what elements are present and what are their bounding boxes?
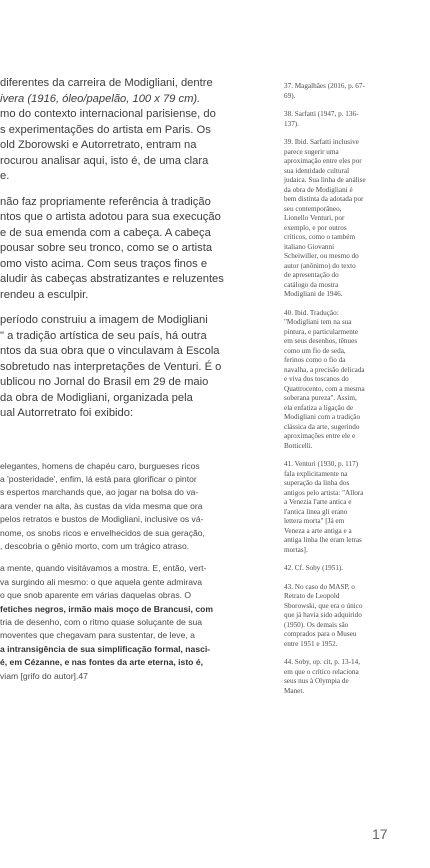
text-line: período construiu a imagem de Modigliani — [0, 314, 208, 326]
text-line: não faz propriamente referência à tradição — [0, 195, 211, 208]
footnote-line: parece sugerir uma — [284, 147, 339, 156]
footnote-line: seus nus à Olympia de — [284, 677, 349, 685]
footnote-line: superação da linha dos — [284, 479, 350, 487]
quote-line: , descobria o gênio morto, com um trágico atraso. — [0, 540, 190, 551]
text-line: aludir às cabeças abstratizantes e reluzentes — [0, 273, 224, 285]
text-line: e de sua emenda com a cabeça. A cabeça — [0, 226, 211, 239]
footnote-line: e viva dos toscanos do — [284, 375, 349, 383]
footnote-line: Modigliani com a tradição — [284, 413, 361, 421]
footnote-line: em que o crítico relaciona — [284, 667, 359, 676]
footnote-line: seu contemporâneo, — [284, 204, 342, 213]
footnote-line: comprados para o Museu — [284, 630, 357, 638]
footnote-line: Sborowski, que era o único — [284, 601, 363, 610]
quote-line: moventes que chegavam para sustentar, de leve, a — [0, 630, 195, 641]
footnote-line: navalha, a precisão delicada — [284, 365, 365, 374]
footnote-line: que já havia sido adquirido — [284, 611, 362, 619]
quote-line: pelos retratos e bustos de Modigliani, inclusive os vá- — [0, 514, 204, 525]
footnote-line: aproximações entre ele e — [284, 432, 356, 440]
footnote-line: (1950). Os demais são — [284, 620, 349, 629]
footnote-line: 38. Sarfatti (1947, p. 136- — [284, 110, 359, 118]
text-line: ivera (1916, óleo/papelão, 100 x 79 cm). — [0, 92, 201, 105]
footnote-line: soberana pureza". Assim, — [284, 394, 357, 402]
footnote — [284, 110, 396, 129]
text-line: ublicou no Jornal do Brasil em 29 de maio — [0, 376, 209, 388]
footnote-line: Quattrocento, com a mesma — [284, 384, 365, 393]
footnote-line: Manet. — [284, 686, 305, 695]
footnote-line: antiga linha lhe eram letras — [284, 536, 362, 544]
quote-paragraph-2 — [0, 562, 268, 683]
text-line: mo do contexto internacional parisiense, do — [0, 108, 216, 120]
paragraph-1 — [0, 76, 268, 185]
text-line: e. — [0, 170, 10, 182]
quote-line: elegantes, homens de chapéu caro, burgueses ricos — [0, 460, 200, 471]
text-line: omo visto acima. Com seus traços finos e — [0, 257, 208, 270]
footnote-line: Modigliani de 1946. — [284, 290, 343, 298]
footnote-line: "Modigliani tem na sua — [284, 318, 352, 326]
text-line: old Zborowski e Autorretrato, entram na — [0, 139, 197, 151]
footnote-line: sua identidade cultural — [284, 166, 350, 175]
footnote-line: Veneza a arte antiga e a — [284, 526, 352, 535]
quote-line: tria de desenho, com o ritmo quase soluçante de sua — [0, 616, 203, 627]
paragraph-3 — [0, 313, 268, 422]
text-line: diferentes da carreira de Modigliani, dentre — [0, 77, 213, 89]
footnote-line: catálogo da mostra — [284, 280, 339, 289]
footnote-line: Retrato de Leopold — [284, 592, 340, 600]
quote-line: a 'posteridade', enfim, lá está para glorificar o pintor — [0, 473, 197, 484]
quote-line: va surgindo ali mesmo: o que aquela gente admirava — [0, 576, 203, 587]
footnote-line: 44. Soby, op. cit, p. 13-14, — [284, 658, 360, 666]
quote-paragraph-1 — [0, 460, 268, 554]
text-line: rendeu a esculpir. — [0, 288, 89, 301]
footnote — [284, 564, 396, 574]
footnote-line: antigos pelo artista: "Allora — [284, 488, 364, 497]
text-line: pousar sobre seu tronco, como se o artista — [0, 242, 213, 254]
footnote-line: l'antica linea gli erano — [284, 507, 348, 516]
footnote-line: críticos, como o também — [284, 233, 356, 241]
main-text — [0, 76, 268, 683]
footnote-line: 37. Magalhães (2016, p. 67- — [284, 82, 365, 90]
footnote-line: lettera morta" [Já em — [284, 517, 345, 525]
text-line: rocurou analisar aqui, isto é, de uma clara — [0, 154, 209, 167]
footnote-line: ferinos como o fio da — [284, 356, 346, 364]
footnote — [284, 82, 396, 101]
footnote-line: da obra de Modigliani é — [284, 185, 353, 194]
quote-line: a intransigência de sua simplificação formal, nasci- — [0, 643, 211, 654]
footnote-line: pintura, e particularmente — [284, 327, 359, 336]
quote-line: ara vender na alta, às custas da vida mesma que ora — [0, 500, 203, 511]
footnote — [284, 583, 396, 650]
text-line: da obra de Modigliani, organizada pela — [0, 391, 193, 404]
quote-line: s espertos marchands que, ao jogar na bolsa do va- — [0, 487, 199, 498]
footnote-line: Scheiwiller, ou mesmo do — [284, 252, 359, 260]
page-number: 17 — [372, 826, 388, 842]
footnote-line: autor (anônimo) do texto — [284, 261, 356, 270]
text-line: " a tradição artística de seu país, há outra — [0, 329, 207, 342]
footnote-line: 137). — [284, 119, 299, 128]
footnote-line: Botticelli. — [284, 441, 313, 450]
text-line: ntos que o artista adotou para sua execução — [0, 211, 221, 223]
block-quote — [0, 460, 268, 684]
footnote-line: a Venezia l'arte antica e — [284, 498, 352, 506]
text-line: ual Autorretrato foi exibido: — [0, 407, 134, 419]
footnote — [284, 460, 396, 555]
footnote-line: bem distinta da adotada por — [284, 195, 364, 203]
footnote-line: como um fio de seda, — [284, 346, 346, 355]
quote-line: a mente, quando visitávamos a mostra. E, então, vert- — [0, 563, 207, 574]
footnote-line: de apresentação do — [284, 271, 339, 279]
quote-line: o que snob aparente em várias daquelas obras. O — [0, 590, 192, 601]
quote-line: nome, os snobs ricos e envelhecidos de sua geração, — [0, 527, 205, 538]
quote-line: é, em Cézanne, e nas fontes da arte eterna, isto é, — [0, 657, 203, 668]
footnote-line: 41. Venturi (1930, p. 117) — [284, 460, 359, 468]
footnote-line: 69). — [284, 91, 296, 100]
footnote-line: mortas]. — [284, 545, 308, 554]
footnote-line: 39. Ibid. Sarfatti inclusive — [284, 138, 359, 146]
footnote — [284, 309, 396, 452]
footnote-line: aproximação entre eles por — [284, 157, 362, 165]
footnote-line: 42. Cf. Soby (1951). — [284, 564, 344, 572]
footnote-line: exemplo, e por outros — [284, 223, 347, 232]
footnote-line: entre 1951 e 1952. — [284, 639, 338, 648]
quote-line: fetiches negros, irmão mais moço de Brancusi, com — [0, 603, 214, 614]
quote-line: viam [grifo do autor].47 — [0, 670, 88, 681]
footnote-line: ela enfatiza a ligação de — [284, 403, 354, 412]
text-line: ntos da sua obra que o vinculavam à Escola — [0, 345, 220, 357]
footnotes-column — [284, 82, 396, 705]
footnote-line: fala explicitamente na — [284, 469, 348, 478]
footnote-line: em seus desenhos, tênues — [284, 337, 358, 345]
text-line: s experimentações do artista em Paris. Os — [0, 123, 211, 136]
footnote-line: clássica da arte, sugerindo — [284, 422, 360, 431]
footnote — [284, 658, 396, 696]
footnote-line: 40. Ibid. Tradução: — [284, 308, 339, 317]
footnote-line: 43. No caso do MASP, o — [284, 582, 355, 591]
footnote-line: judaica. Sua linha de análise — [284, 176, 366, 184]
text-line: sobretudo nas interpretações de Venturi. É o — [0, 360, 222, 373]
paragraph-2 — [0, 195, 268, 304]
footnote-line: italiano Giovanni — [284, 242, 335, 251]
footnote — [284, 138, 396, 300]
footnote-line: Lionello Venturi, por — [284, 214, 345, 222]
